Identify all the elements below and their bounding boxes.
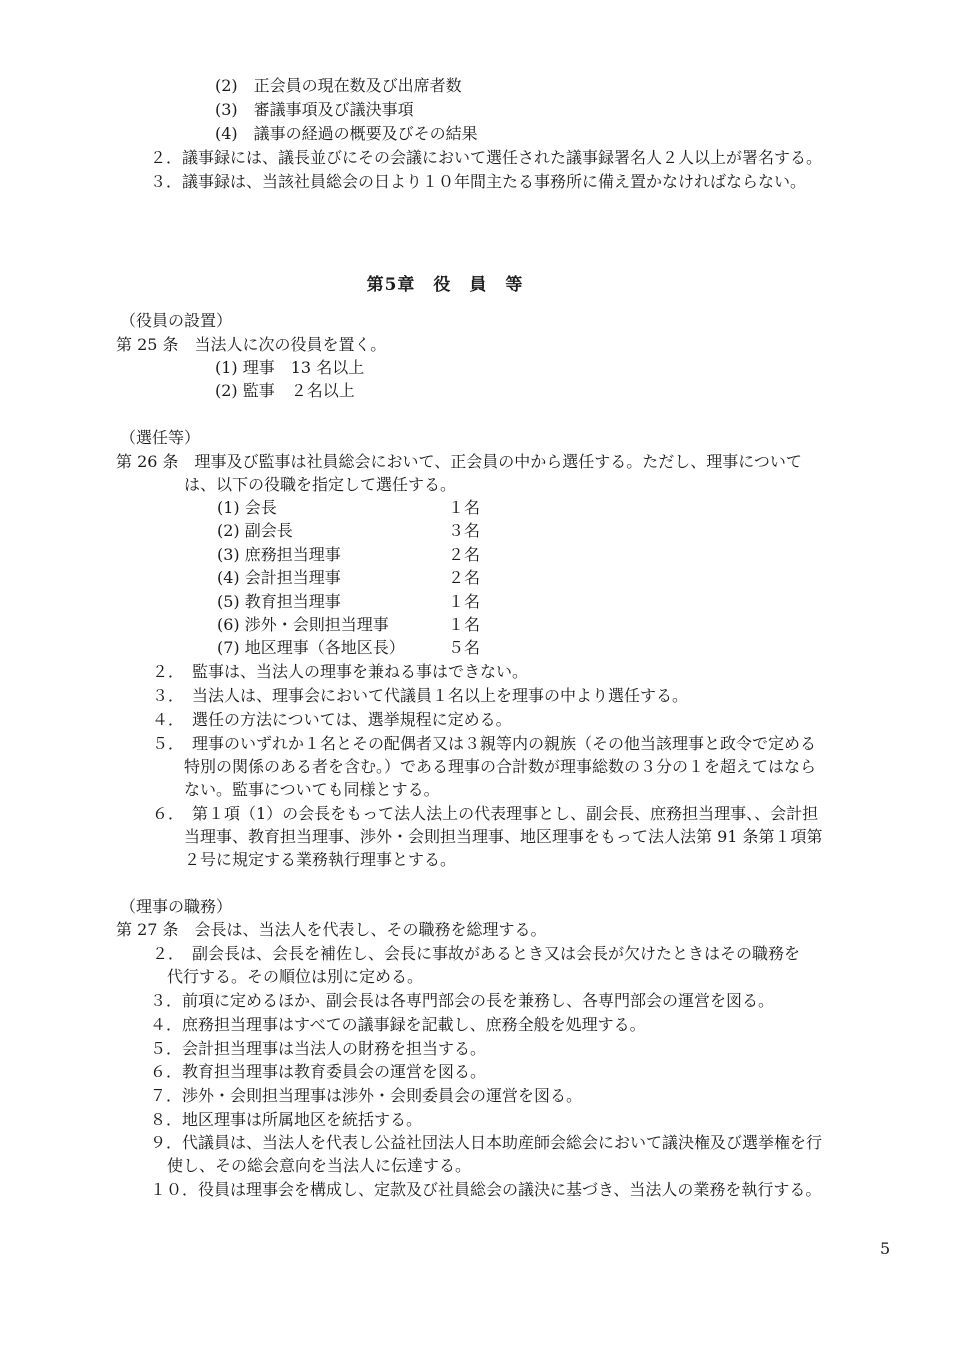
paragraph: ない。監事についても同様とする。	[184, 780, 440, 799]
role-row	[217, 545, 617, 565]
list-item: (3) 審議事項及び議決事項	[215, 100, 414, 119]
paragraph: ２．議事録には、議長並びにその会議において選任された議事録署名人２人以上が署名する。	[150, 148, 823, 167]
article-text: は、以下の役職を指定して選任する。	[184, 475, 457, 494]
paragraph: ７．渉外・会則担当理事は渉外・会則委員会の運営を図る。	[150, 1086, 583, 1105]
paragraph: ２． 監事は、当法人の理事を兼ねる事はできない。	[152, 662, 529, 681]
role-count: １名	[448, 592, 481, 611]
paragraph: ５． 理事のいずれか１名とその配偶者又は３親等内の親族（その他当該理事と政令で定める	[152, 734, 817, 753]
role-count: ３名	[448, 521, 481, 540]
role-label: (7) 地区理事（各地区長）	[217, 638, 405, 657]
role-row	[217, 615, 617, 635]
paragraph: ３． 当法人は、理事会において代議員１名以上を理事の中より選任する。	[152, 686, 689, 705]
paragraph: 代行する。その順位は別に定める。	[167, 967, 424, 986]
paragraph: ４．庶務担当理事はすべての議事録を記載し、庶務全般を処理する。	[150, 1015, 646, 1034]
role-row	[217, 638, 617, 658]
article-heading: （役員の設置）	[120, 311, 233, 330]
paragraph: ６． 第１項（1）の会長をもって法人法上の代表理事とし、副会長、庶務担当理事、、会計担	[152, 804, 819, 823]
article-text: 第 27 条 会長は、当法人を代表し、その職務を総理する。	[116, 920, 547, 939]
paragraph: ８．地区理事は所属地区を統括する。	[150, 1110, 423, 1129]
role-row	[217, 498, 617, 518]
article-heading: （理事の職務）	[120, 897, 233, 916]
list-item: (2) 正会員の現在数及び出席者数	[215, 76, 462, 95]
role-label: (2) 副会長	[217, 521, 293, 540]
paragraph: ５．会計担当理事は当法人の財務を担当する。	[150, 1039, 487, 1058]
article-text: 第 26 条 理事及び監事は社員総会において、正会員の中から選任する。ただし、理事について	[116, 452, 802, 471]
role-count: １名	[448, 498, 481, 517]
paragraph: ９．代議員は、当法人を代表し公益社団法人日本助産師会総会において議決権及び選挙権を行	[150, 1133, 823, 1152]
paragraph: ４． 選任の方法については、選挙規程に定める。	[152, 710, 512, 729]
list-item: (1) 理事 13 名以上	[215, 358, 365, 377]
page-number: 5	[880, 1239, 891, 1258]
paragraph: ２号に規定する業務執行理事とする。	[184, 850, 457, 869]
paragraph: ３．前項に定めるほか、副会長は各専門部会の長を兼務し、各専門部会の運営を図る。	[150, 991, 775, 1010]
role-label: (5) 教育担当理事	[217, 592, 341, 611]
paragraph: 使し、その総会意向を当法人に伝達する。	[167, 1156, 472, 1175]
role-label: (6) 渉外・会則担当理事	[217, 615, 389, 634]
role-row	[217, 592, 617, 612]
role-count: ２名	[448, 568, 481, 587]
paragraph: １０．役員は理事会を構成し、定款及び社員総会の議決に基づき、当法人の業務を執行する。	[150, 1180, 822, 1199]
paragraph: 特別の関係のある者を含む。）である理事の合計数が理事総数の３分の１を超えてはなら	[184, 757, 817, 776]
paragraph: ２． 副会長は、会長を補佐し、会長に事故があるとき又は会長が欠けたときはその職務を	[152, 944, 801, 963]
paragraph: ３．議事録は、当該社員総会の日より１０年間主たる事務所に備え置かなければならない。	[150, 172, 807, 191]
role-count: １名	[448, 615, 481, 634]
paragraph: 当理事、教育担当理事、渉外・会則担当理事、地区理事をもって法人法第 91 条第１項第	[184, 827, 823, 846]
chapter-title: 第5章 役 員 等	[366, 275, 524, 295]
role-label: (1) 会長	[217, 498, 277, 517]
role-row	[217, 568, 617, 588]
role-label: (4) 会計担当理事	[217, 568, 341, 587]
role-row	[217, 521, 617, 541]
role-count: ５名	[448, 638, 481, 657]
paragraph: ６．教育担当理事は教育委員会の運営を図る。	[150, 1062, 487, 1081]
article-heading: （選任等）	[120, 428, 201, 447]
list-item: (2) 監事 ２名以上	[215, 381, 355, 400]
list-item: (4) 議事の経過の概要及びその結果	[215, 124, 478, 143]
role-count: ２名	[448, 545, 481, 564]
role-label: (3) 庶務担当理事	[217, 545, 341, 564]
article-text: 第 25 条 当法人に次の役員を置く。	[116, 335, 387, 354]
